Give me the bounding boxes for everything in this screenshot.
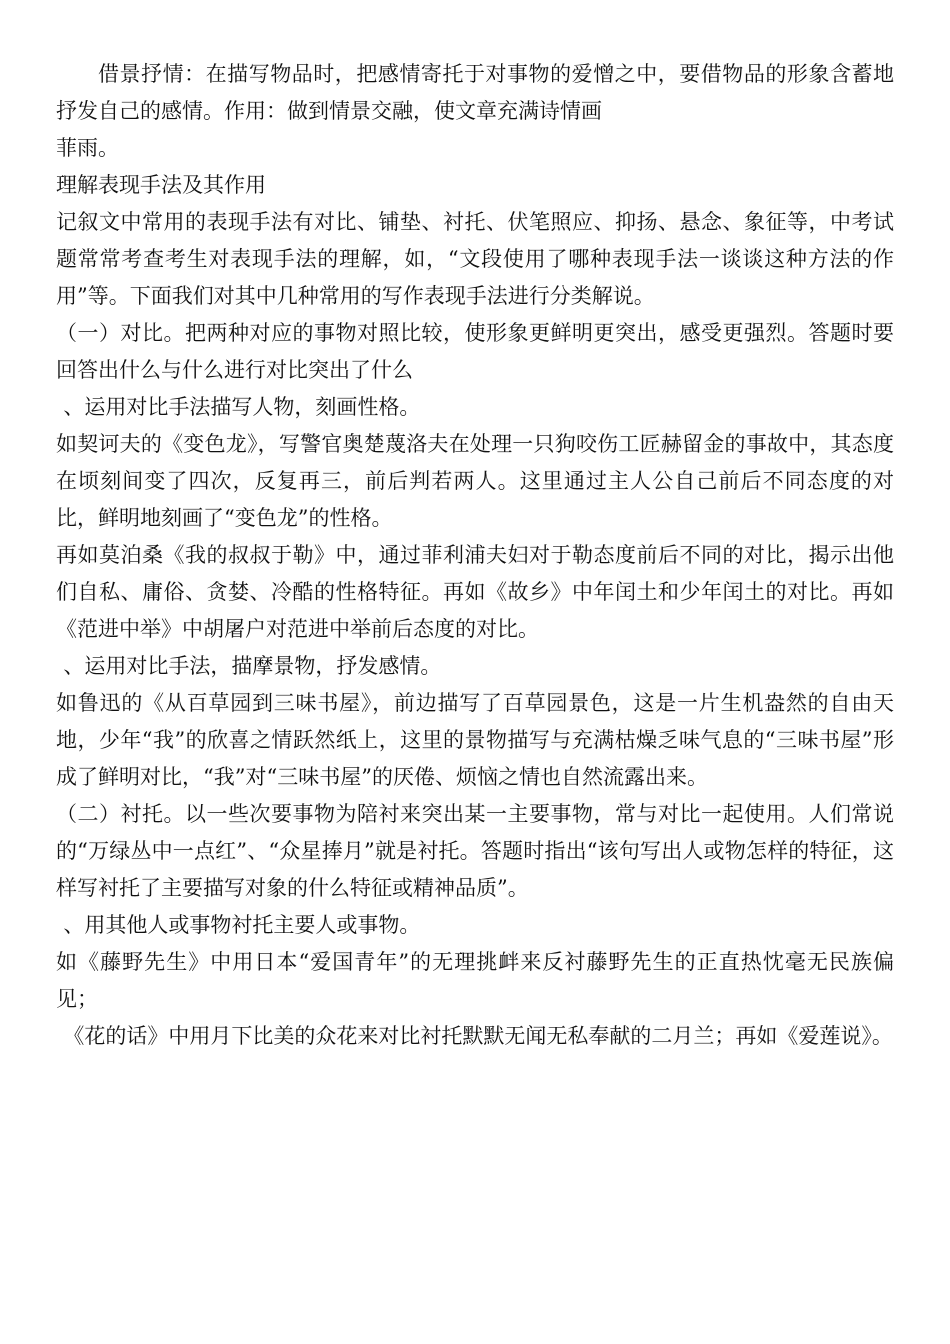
paragraph-intro: 记叙文中常用的表现手法有对比、铺垫、衬托、伏笔照应、抑扬、悬念、象征等，中考试题常常考查考生对表现手法的理解，如，“文段使用了哪种表现手法一谈谈这种方法的作用”等。下面我们对其中几种常用的写作表现手法进行分类解说。: [56, 210, 894, 308]
subheading-contrast-characters: 、运用对比手法描写人物，刻画性格。: [63, 395, 421, 419]
paragraph-baicaoyuan-example: 如鲁迅的《从百草园到三味书屋》，前边描写了百草园景色，这是一片生机盎然的自由天地，少年“我”的欣喜之情跃然纸上，这里的景物描写与充满枯燥乏味气息的“三味书屋”形成了鲜明对比，“我”对“三味书屋”的厌倦、烦恼之情也自然流露出来。: [56, 691, 894, 789]
paragraph-foil-definition: （二）衬托。以一些次要事物为陪衬来突出某一主要事物，常与对比一起使用。人们常说的“万绿丛中一点红”、“众星捧月”就是衬托。答题时指出“该句写出人或物怎样的特征，这样写衬托了主要描写对象的什么特征或精神品质”。: [56, 802, 894, 900]
subheading-contrast-scenery: 、运用对比手法，描摩景物，抒发感情。: [63, 654, 442, 678]
paragraph-fujino-example: 如《藤野先生》中用日本“爱国青年”的无理挑衅来反衬藤野先生的正直热忱毫无民族偏见；: [56, 950, 894, 1011]
paragraph-uncle-jules-example: 再如莫泊桑《我的叔叔于勒》中，通过菲利浦夫妇对于勒态度前后不同的对比，揭示出他们自私、庸俗、贪婪、冷酷的性格特征。再如《故乡》中年闰土和少年闰土的对比。再如《范进中举》中胡屠户对范进中举前后态度的对比。: [56, 543, 894, 641]
paragraph-chameleon-example: 如契诃夫的《变色龙》，写警官奥楚蔑洛夫在处理一只狗咬伤工匠赫留金的事故中，其态度在顷刻间变了四次，反复再三，前后判若两人。这里通过主人公自己前后不同态度的对比，鲜明地刻画了“变色龙”的性格。: [56, 432, 894, 530]
section-heading: 理解表现手法及其作用: [56, 173, 266, 197]
document-body: [56, 56, 894, 1055]
paragraph-contrast-definition: （一）对比。把两种对应的事物对照比较，使形象更鲜明更突出，感受更强烈。答题时要回答出什么与什么进行对比突出了什么: [56, 321, 894, 382]
paragraph-fragment: 菲雨。: [56, 136, 119, 160]
subheading-foil-characters: 、用其他人或事物衬托主要人或事物。: [63, 913, 421, 937]
paragraph-scenery-emotion: 借景抒情：在描写物品时，把感情寄托于对事物的爱憎之中，要借物品的形象含蓄地抒发自己的感情。作用：做到情景交融，使文章充满诗情画: [56, 62, 894, 123]
paragraph-flower-example: 《花的话》中用月下比美的众花来对比衬托默默无闻无私奉献的二月兰；再如《爱莲说》。: [63, 1024, 893, 1048]
